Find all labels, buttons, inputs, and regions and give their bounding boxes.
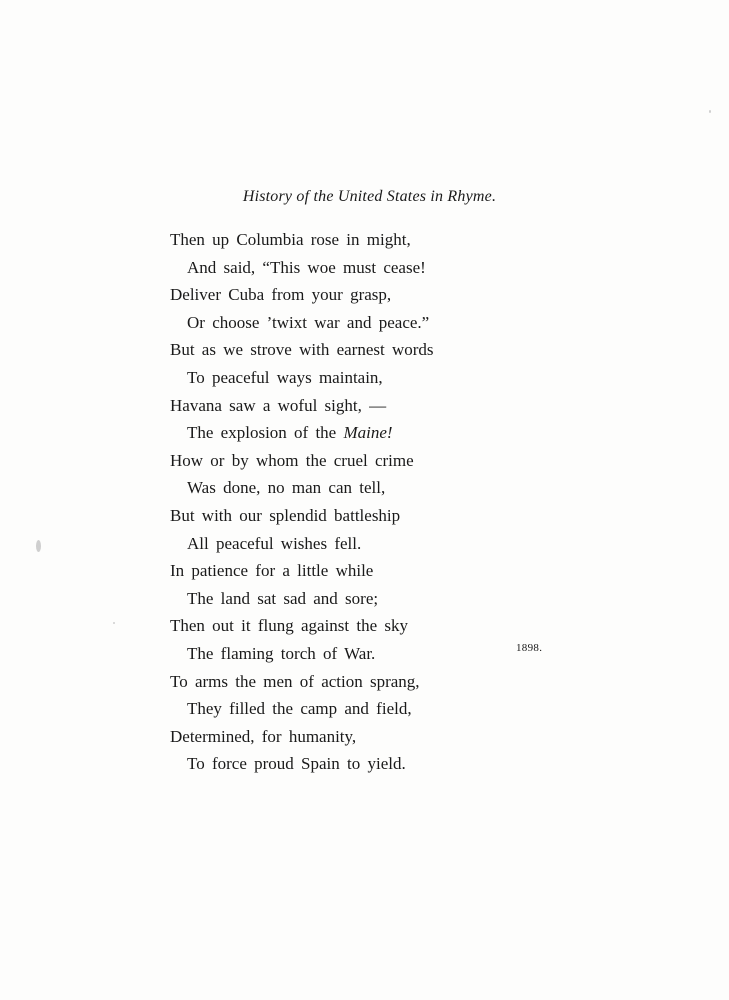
poem-line-text: And said, “This woe must cease!	[187, 257, 426, 277]
poem-line-text: The land sat sad and sore;	[187, 588, 379, 608]
poem-line	[170, 502, 434, 530]
running-head: History of the United States in Rhyme.	[242, 188, 497, 205]
poem-line	[170, 585, 434, 613]
poem-line-text: To force proud Spain to yield.	[187, 754, 406, 774]
poem-line	[170, 530, 434, 558]
poem-line-text: Was done, no man can tell,	[187, 478, 386, 498]
poem-line	[170, 750, 434, 778]
paper-speck	[36, 540, 41, 552]
poem-line-text: In patience for a little while	[170, 561, 374, 581]
poem-line	[170, 281, 434, 309]
poem-line	[170, 309, 434, 337]
poem-line-text: But with our splendid battleship	[170, 505, 401, 525]
poem-line-text: Havana saw a woful sight, —	[170, 395, 387, 415]
poem-line	[170, 695, 434, 723]
poem-line-text: To peaceful ways maintain,	[187, 367, 383, 387]
poem-line	[170, 668, 434, 696]
poem-line	[170, 254, 434, 282]
poem-line-text: The flaming torch of War.	[187, 643, 376, 663]
poem-line-text: The explosion of the	[187, 423, 344, 443]
poem-line	[170, 226, 434, 254]
poem-line-text: They filled the camp and field,	[187, 699, 412, 719]
poem	[170, 226, 434, 778]
poem-line	[170, 557, 434, 585]
paper-speck	[709, 110, 711, 113]
poem-line-text: Or choose ’twixt war and peace.”	[187, 312, 430, 332]
poem-line-text: But as we strove with earnest words	[170, 340, 434, 360]
poem-line	[170, 447, 434, 475]
poem-line	[170, 640, 434, 668]
poem-line	[170, 419, 434, 447]
poem-line	[170, 392, 434, 420]
paper-speck	[113, 622, 115, 624]
margin-date-note: 1898.	[516, 642, 543, 654]
poem-line-text: How or by whom the cruel crime	[170, 450, 414, 470]
poem-line-text: Then out it flung against the sky	[170, 616, 409, 636]
poem-line-text: To arms the men of action sprang,	[170, 671, 420, 691]
poem-line-text: All peaceful wishes fell.	[187, 533, 362, 553]
poem-line	[170, 474, 434, 502]
poem-line-italic: Maine!	[343, 423, 393, 443]
poem-line-text: Determined, for humanity,	[170, 726, 357, 746]
poem-line	[170, 612, 434, 640]
poem-line	[170, 364, 434, 392]
poem-line-text: Then up Columbia rose in might,	[170, 230, 411, 249]
poem-line-text: Deliver Cuba from your grasp,	[170, 285, 392, 305]
poem-line	[170, 723, 434, 751]
poem-line	[170, 336, 434, 364]
